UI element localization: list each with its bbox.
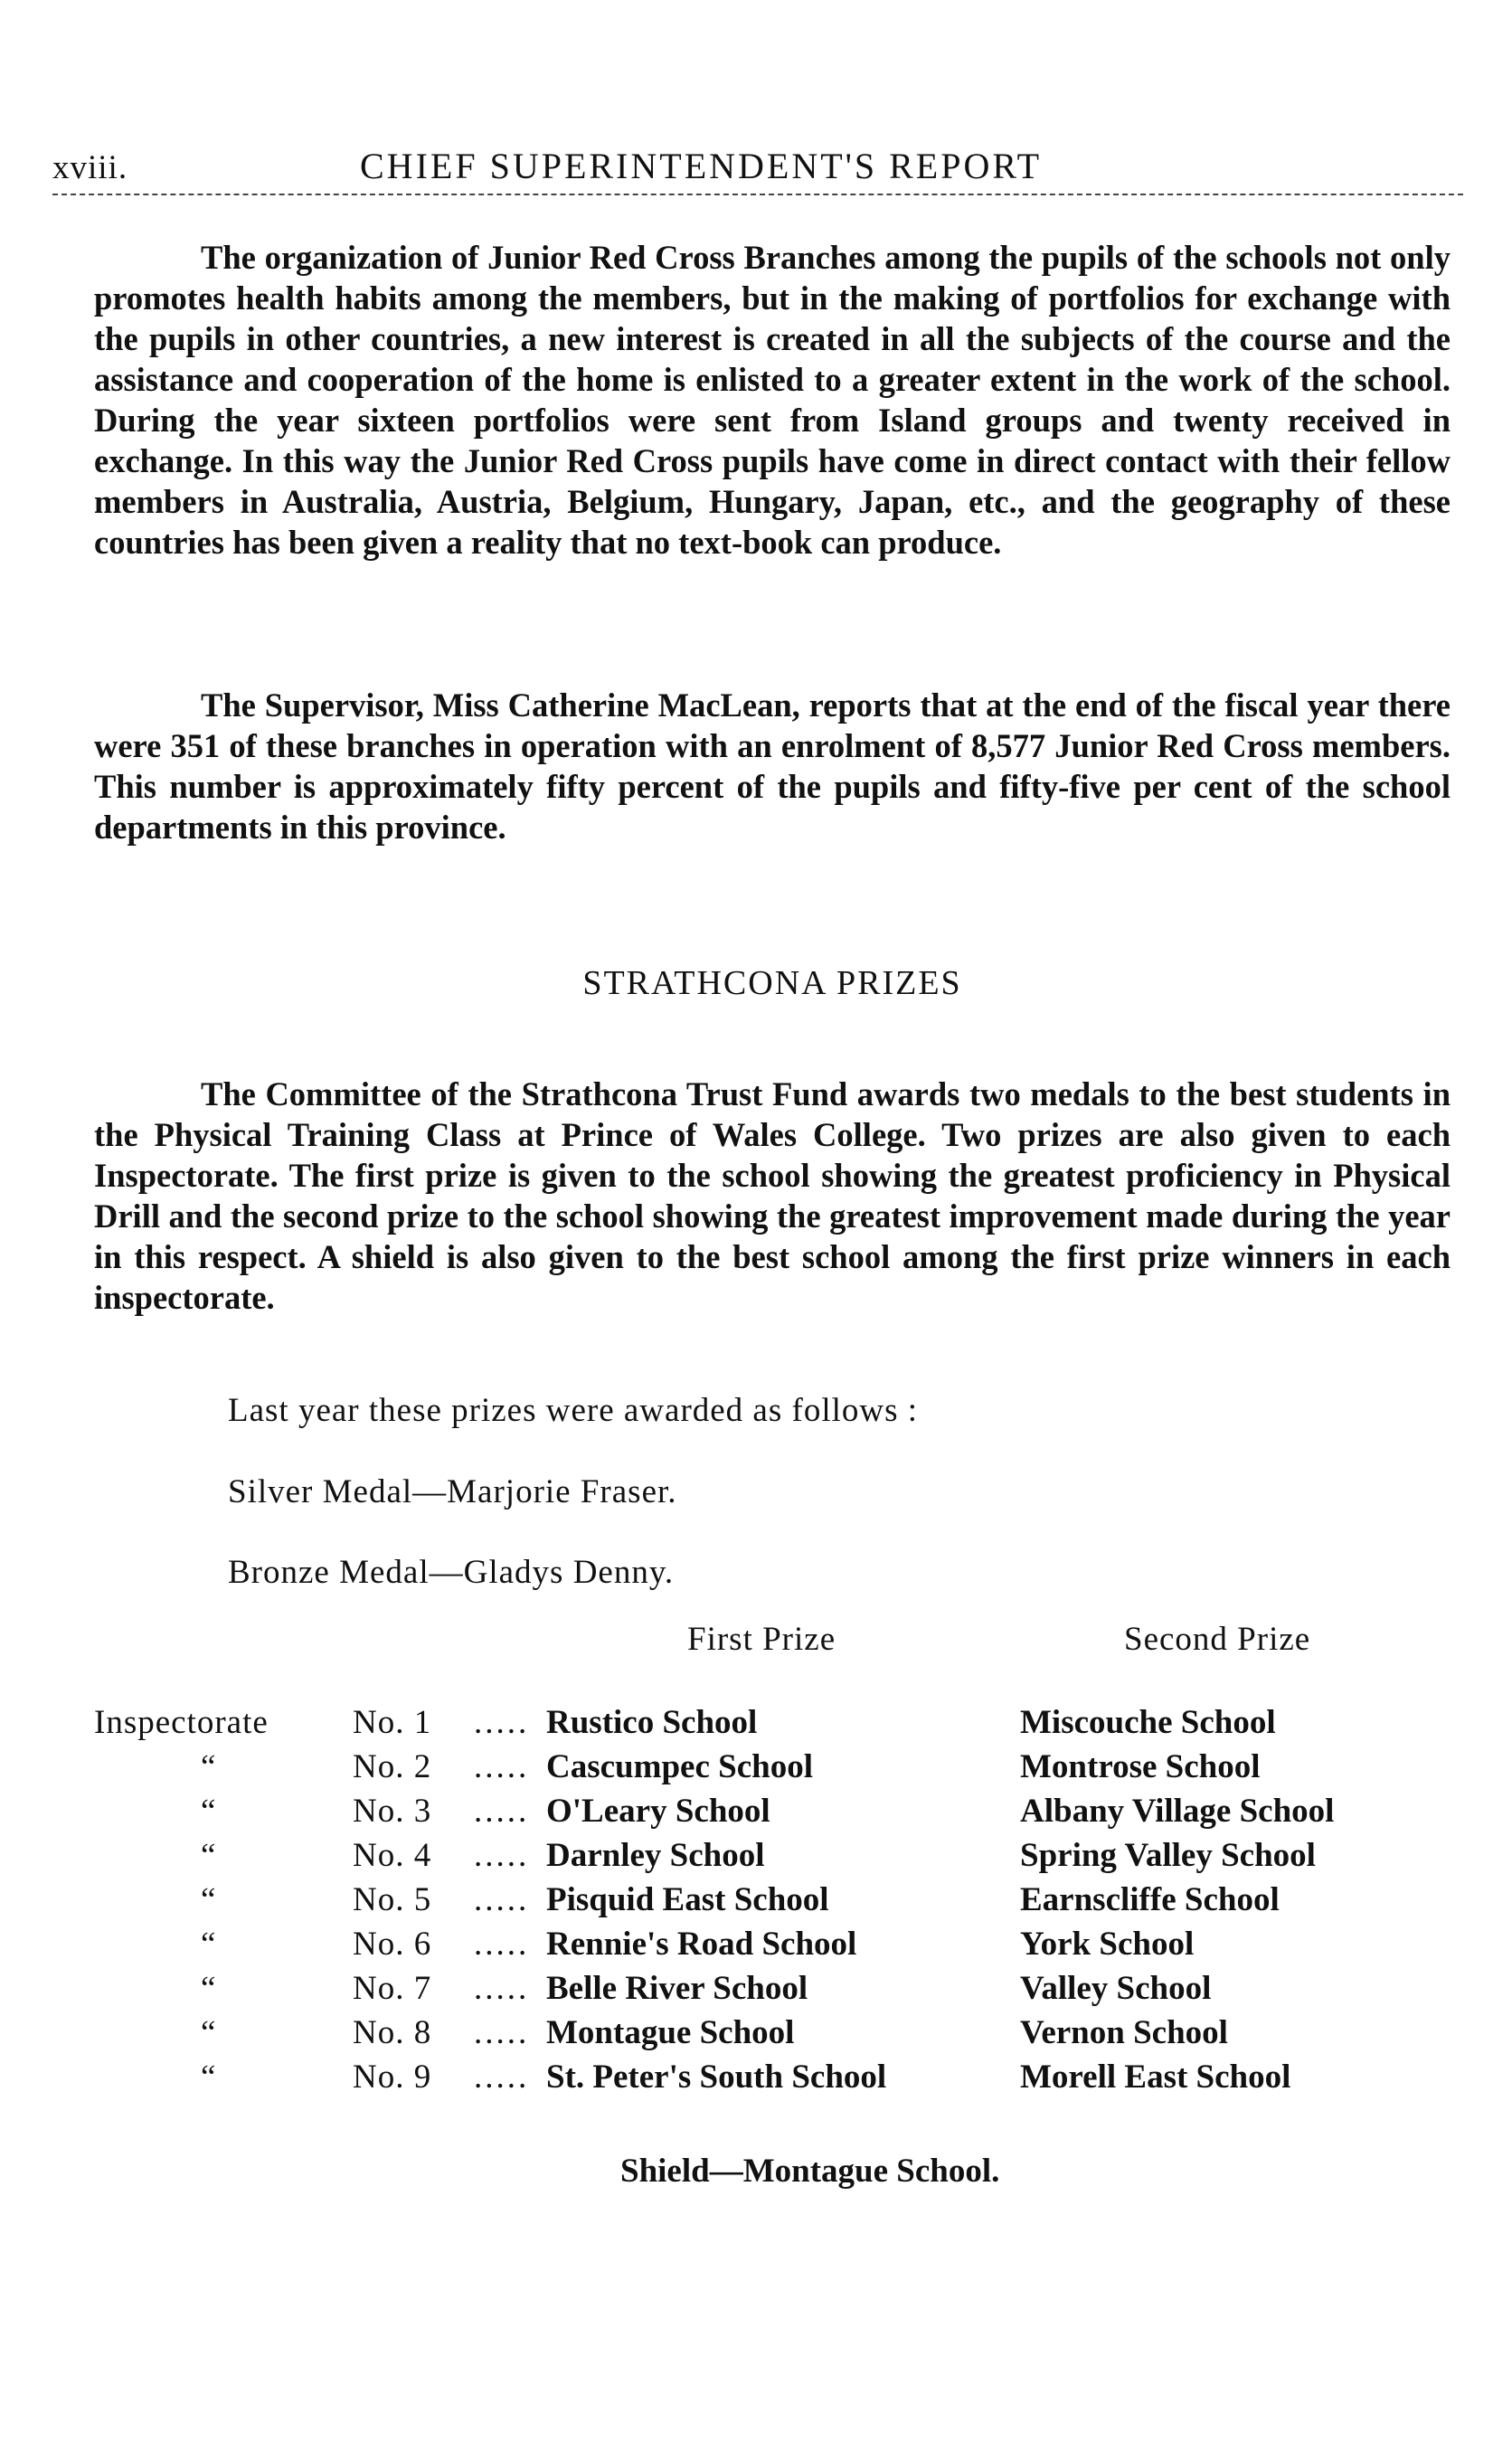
table-row [94, 1790, 1451, 1833]
inspectorate-number: No. 4 [353, 1837, 432, 1874]
ditto-mark: “ [201, 1793, 217, 1830]
ditto-mark: “ [201, 1748, 217, 1785]
second-prize-school: Miscouche School [1020, 1704, 1276, 1741]
second-prize-school: Earnscliffe School [1020, 1881, 1280, 1918]
ditto-mark: “ [201, 1970, 217, 2007]
leader-dots: ..... [474, 1704, 530, 1741]
leader-dots: ..... [474, 2014, 530, 2051]
second-prize-school: Vernon School [1020, 2014, 1228, 2051]
silver-medal-line: Silver Medal—Marjorie Fraser. [228, 1473, 677, 1510]
ditto-mark: “ [201, 1926, 217, 1963]
first-prize-school: O'Leary School [546, 1793, 770, 1830]
junior-red-cross-paragraph: The organization of Junior Red Cross Branches among the pupils of the schools not only promotes health habits among the members, but in the making of portfolios for exchange with the pupils in other countries, a new interest is created in all the subjects of the course and the assistance and cooperation of the home is enlisted to a greater extent in the work of the school. During the year sixteen portfolios were sent from Island groups and twenty received in exchange. In this way the Junior Red Cross pupils have come in direct contact with their fellow members in Australia, Austria, Belgium, Hungary, Japan, etc., and the geography of these countries has been given a reality that no text-book can produce. [94, 239, 1451, 561]
inspectorate-label: Inspectorate [94, 1704, 269, 1741]
shield-award-line: Shield—Montague School. [620, 2153, 1000, 2190]
running-title: CHIEF SUPERINTENDENT'S REPORT [360, 146, 1043, 186]
inspectorate-number: No. 9 [353, 2059, 432, 2096]
leader-dots: ..... [474, 1748, 530, 1785]
first-prize-school: St. Peter's South School [546, 2059, 887, 2096]
second-prize-school: York School [1020, 1926, 1195, 1963]
page-number: xviii. [52, 149, 128, 186]
second-prize-school: Morell East School [1020, 2059, 1291, 2096]
leader-dots: ..... [474, 2059, 530, 2096]
table-row [94, 2011, 1451, 2055]
first-prize-header: First Prize [687, 1621, 836, 1658]
second-prize-school: Spring Valley School [1020, 1837, 1316, 1874]
supervisor-report-paragraph: The Supervisor, Miss Catherine MacLean, reports that at the end of the fiscal year there were 351 of these branches in operation with an enrolment of 8,577 Junior Red Cross members. This number is approximately fifty percent of the pupils and fifty-five per cent of the school departments in this province. [94, 686, 1451, 846]
first-prize-school: Rennie's Road School [546, 1926, 857, 1963]
inspectorate-number: No. 6 [353, 1926, 432, 1963]
ditto-mark: “ [201, 1837, 217, 1874]
prize-table [94, 1701, 1451, 2096]
table-row [94, 1879, 1451, 1922]
leader-dots: ..... [474, 1837, 530, 1874]
second-prize-school: Albany Village School [1020, 1793, 1335, 1830]
second-prize-school: Montrose School [1020, 1748, 1261, 1785]
table-row [94, 1701, 1451, 1745]
inspectorate-number: No. 1 [353, 1704, 432, 1741]
first-prize-school: Darnley School [546, 1837, 765, 1874]
inspectorate-number: No. 8 [353, 2014, 432, 2051]
table-row [94, 2056, 1451, 2099]
second-prize-header: Second Prize [1124, 1621, 1311, 1658]
inspectorate-number: No. 3 [353, 1793, 432, 1830]
awards-intro: Last year these prizes were awarded as follows : [228, 1392, 919, 1429]
header-rule [52, 194, 1463, 195]
section-heading: STRATHCONA PRIZES [582, 964, 962, 1002]
leader-dots: ..... [474, 1970, 530, 2007]
inspectorate-number: No. 2 [353, 1748, 432, 1785]
ditto-mark: “ [201, 2059, 217, 2096]
table-row [94, 1746, 1451, 1789]
leader-dots: ..... [474, 1926, 530, 1963]
first-prize-school: Rustico School [546, 1704, 758, 1741]
leader-dots: ..... [474, 1793, 530, 1830]
table-row [94, 1923, 1451, 1966]
table-row [94, 1834, 1451, 1878]
bronze-medal-line: Bronze Medal—Gladys Denny. [228, 1554, 675, 1591]
second-prize-school: Valley School [1020, 1970, 1212, 2007]
ditto-mark: “ [201, 1881, 217, 1918]
table-row [94, 1967, 1451, 2011]
inspectorate-number: No. 5 [353, 1881, 432, 1918]
inspectorate-number: No. 7 [353, 1970, 432, 2007]
strathcona-paragraph: The Committee of the Strathcona Trust Fund awards two medals to the best students in the Physical Training Class at Prince of Wales College. Two prizes are also given to each Inspectorate. The first prize is given to the school showing the greatest proficiency in Physical Drill and the second prize to the school showing the greatest improvement made during the year in this respect. A shield is also given to the best school among the first prize winners in each inspectorate. [94, 1075, 1451, 1316]
page-header [52, 134, 1463, 199]
ditto-mark: “ [201, 2014, 217, 2051]
first-prize-school: Pisquid East School [546, 1881, 829, 1918]
first-prize-school: Montague School [546, 2014, 795, 2051]
first-prize-school: Cascumpec School [546, 1748, 813, 1785]
first-prize-school: Belle River School [546, 1970, 808, 2007]
leader-dots: ..... [474, 1881, 530, 1918]
